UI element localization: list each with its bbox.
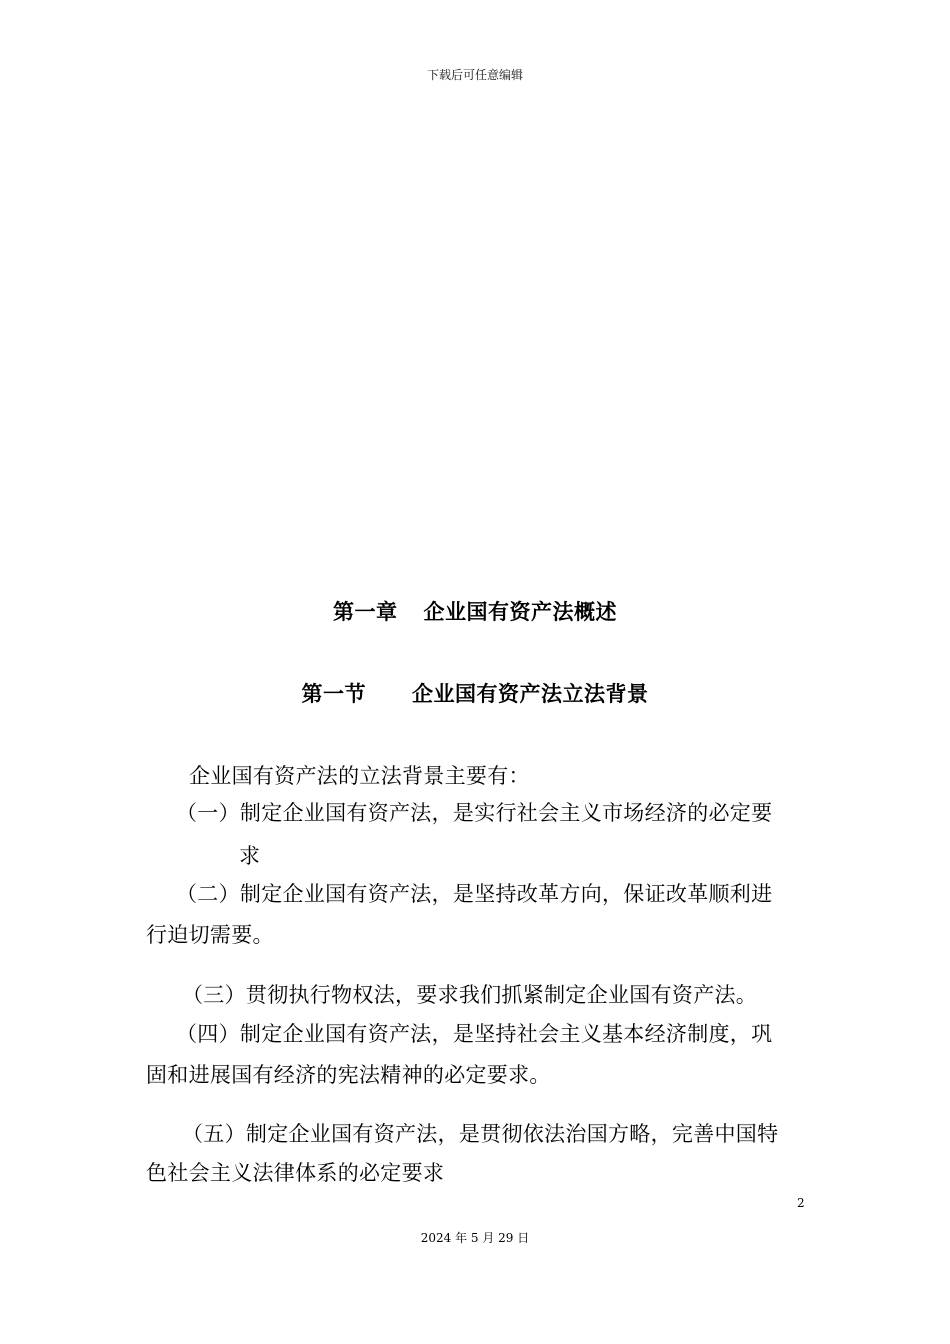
- footer-date: 2024 年 5 月 29 日: [420, 1231, 530, 1245]
- section-name: 企业国有资产法立法背景: [412, 682, 649, 706]
- item-4-line-2: 固和进展国有经济的宪法精神的必定要求。: [146, 1063, 551, 1087]
- item-5-line-1: （五）制定企业国有资产法，是贯彻依法治国方略，完善中国特: [182, 1122, 779, 1146]
- section-number: 第一节: [301, 682, 366, 706]
- section-title: [0, 678, 950, 708]
- item-4-line-1: （四）制定企业国有资产法，是坚持社会主义基本经济制度，巩: [176, 1022, 773, 1046]
- item-3-line-1: （三）贯彻执行物权法，要求我们抓紧制定企业国有资产法。: [182, 983, 758, 1007]
- item-1-line-1: （一）制定企业国有资产法，是实行社会主义市场经济的必定要: [176, 801, 773, 825]
- chapter-name: 企业国有资产法概述: [423, 600, 617, 624]
- intro-paragraph: 企业国有资产法的立法背景主要有：: [189, 764, 530, 788]
- item-2-line-1: （二）制定企业国有资产法，是坚持改革方向，保证改革顺利进: [176, 882, 773, 906]
- chapter-title: [0, 596, 950, 626]
- item-1-line-2: 求: [239, 844, 261, 868]
- header-note: 下载后可任意编辑: [426, 68, 523, 82]
- item-5-line-2: 色社会主义法律体系的必定要求: [146, 1161, 445, 1185]
- page-number: 2: [797, 1196, 805, 1210]
- item-2-line-2: 行迫切需要。: [146, 923, 274, 947]
- chapter-number: 第一章: [333, 600, 398, 624]
